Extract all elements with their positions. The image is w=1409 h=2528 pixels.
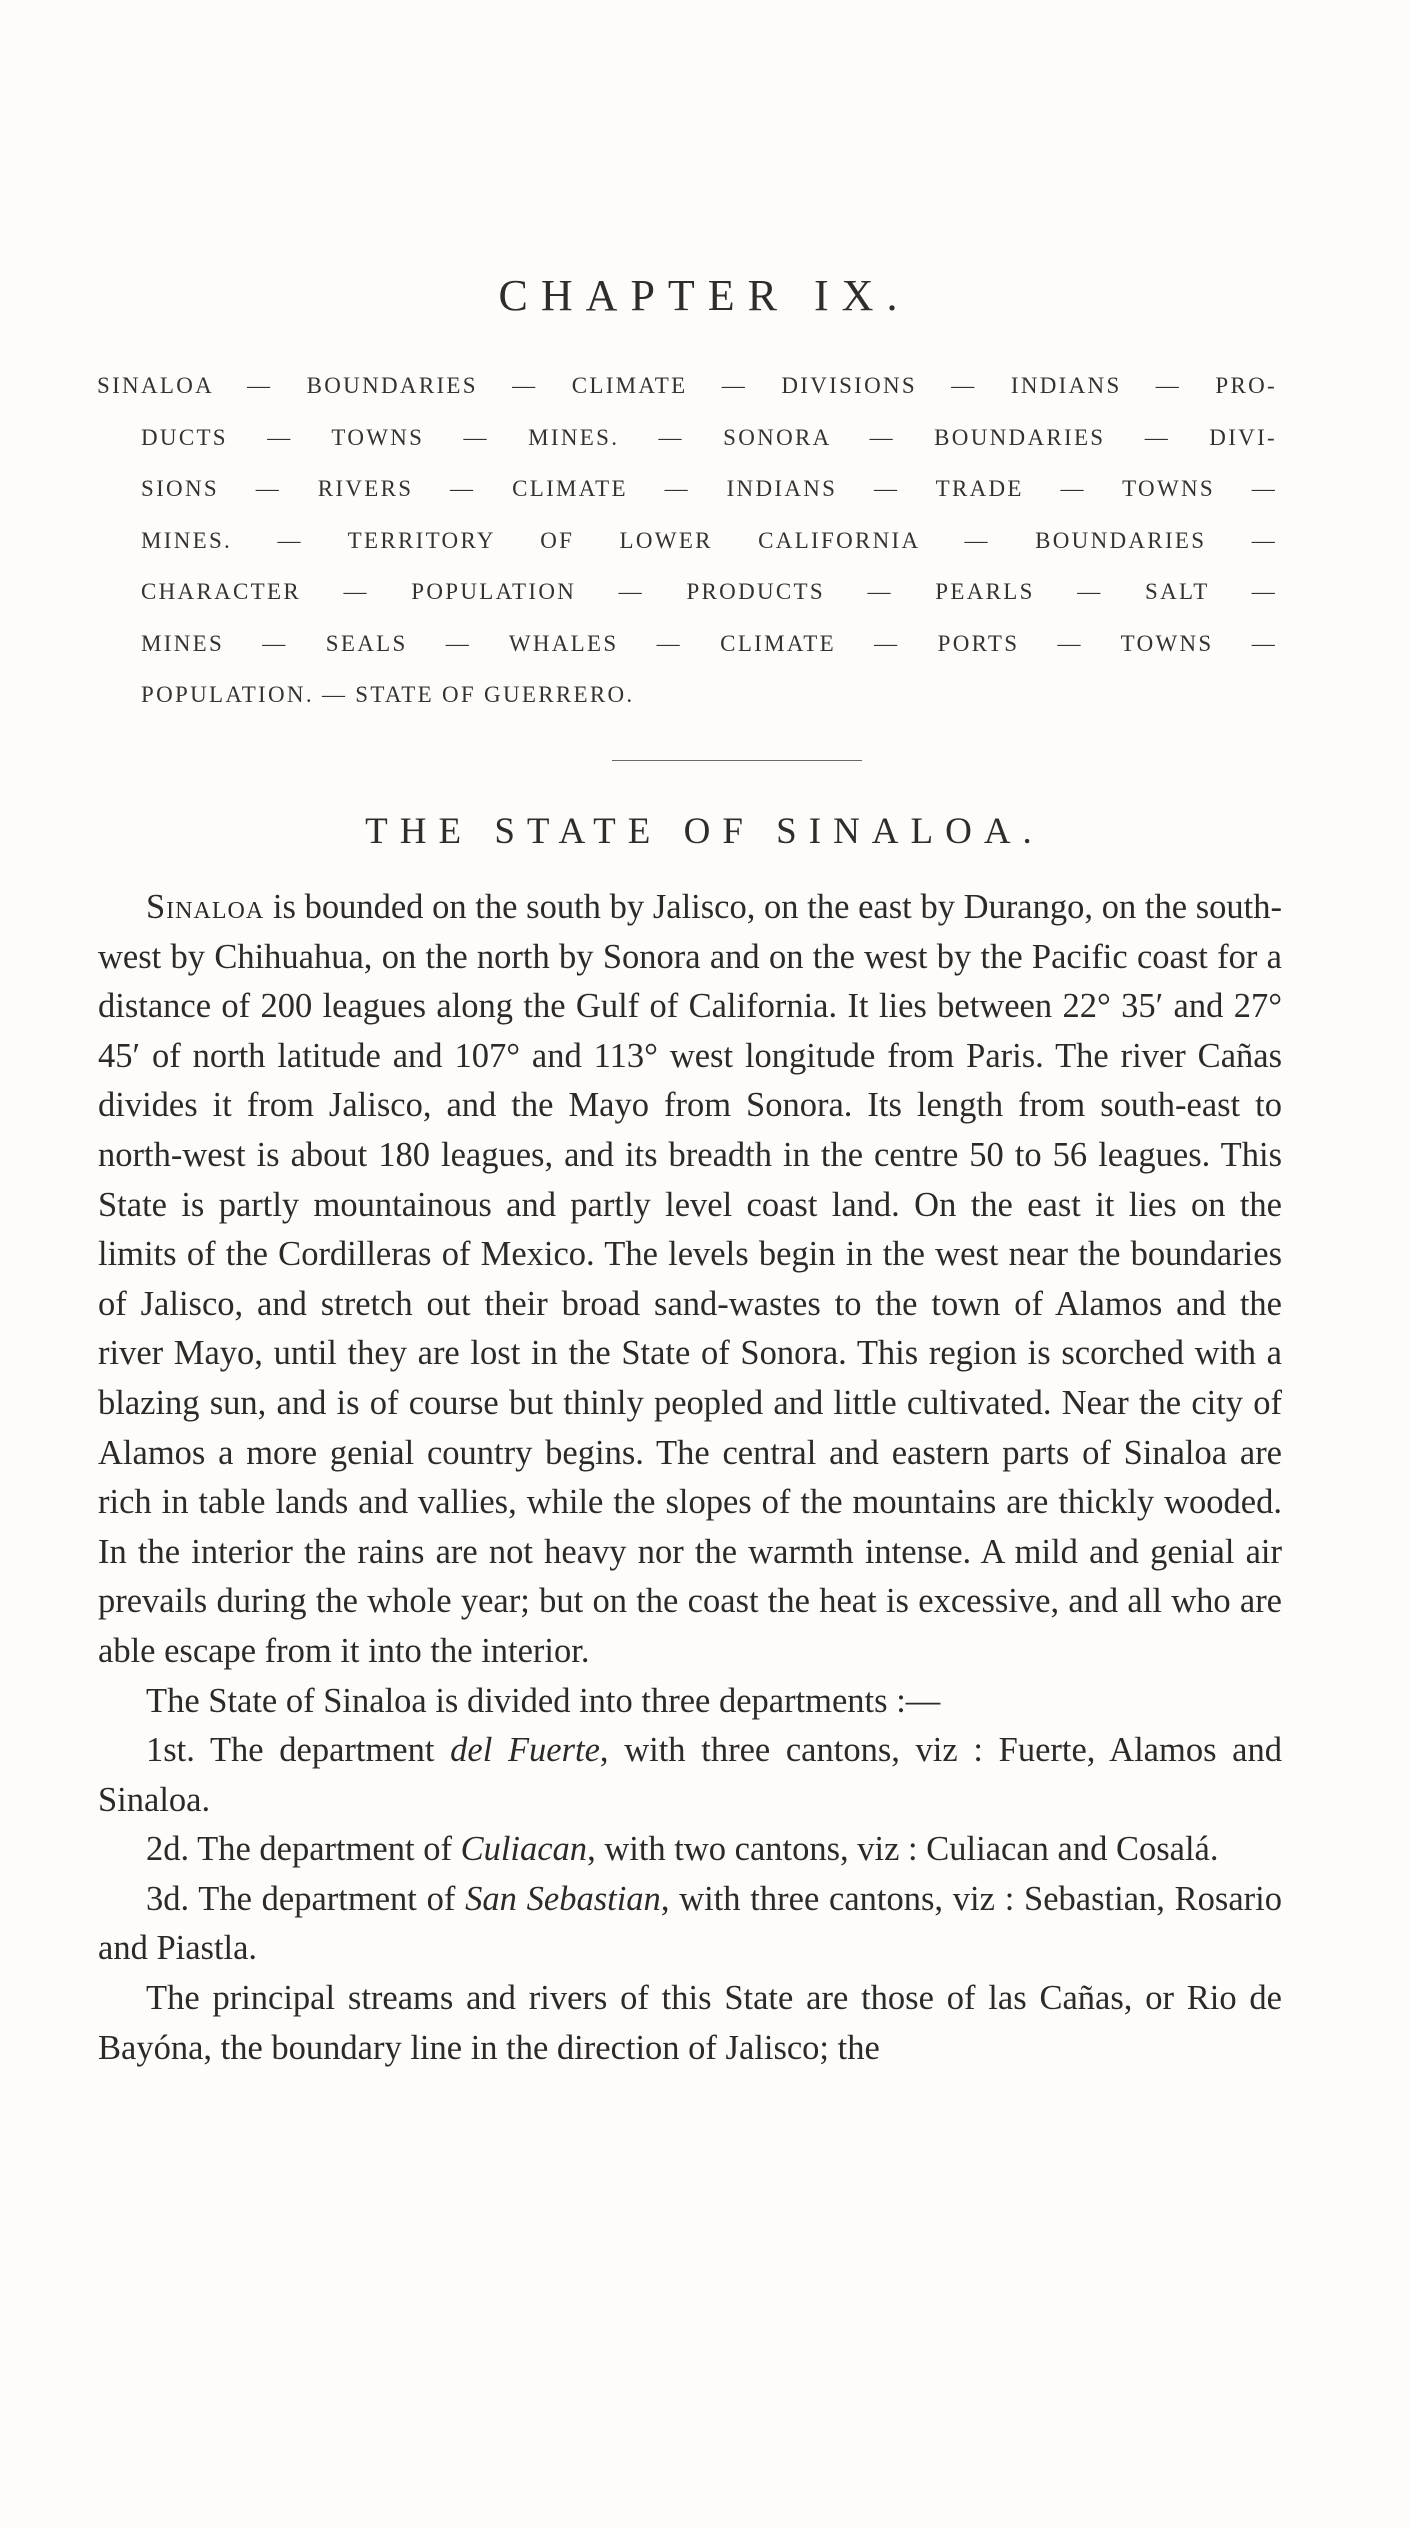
section-divider bbox=[612, 760, 862, 761]
section-heading: THE STATE OF SINALOA. bbox=[365, 811, 1044, 852]
summary-line: SIONS — RIVERS — CLIMATE — INDIANS — TRADE — TOWNS — bbox=[141, 476, 1277, 501]
department-text: The department bbox=[194, 1731, 451, 1770]
department-ordinal: 1st. bbox=[146, 1731, 195, 1770]
paragraph-lead: Sinaloa bbox=[146, 888, 265, 926]
department-name: del Fuerte bbox=[450, 1731, 600, 1770]
paragraph bbox=[98, 883, 1282, 1677]
department-text: , with two cantons, viz : Culiacan and Cosalá. bbox=[587, 1830, 1219, 1869]
paragraph-text: is bounded on the south by Jalisco, on the east by Durango, on the south-west by Chihuahua, on the north by Sonora and on the west by the Pacific coast for a distance of 200 leagues along the Gulf of California. It lies between 22° 35′ and 27° 45′ of north latitude and 107° and 113° west longitude from Paris. The river Cañas divides it from Jalisco, and the Mayo from Sonora. Its length from south-east to north-west is about 180 leagues, and its breadth in the centre 50 to 56 leagues. This State is partly mountainous and partly level coast land. On the east it lies on the limits of the Cordilleras of Mexico. The levels begin in the west near the boundaries of Jalisco, and stretch out their broad sand-wastes to the town of Alamos and the river Mayo, until they are lost in the State of Sonora. This region is scorched with a blazing sun, and is of course but thinly peopled and little cultivated. Near the city of Alamos a more genial country begins. The central and eastern parts of Sinaloa are rich in table lands and vallies, while the slopes of the mountains are thickly wooded. In the interior the rains are not heavy nor the warmth intense. A mild and genial air prevails during the whole year; but on the coast the heat is excessive, and all who are able escape from it into the interior. bbox=[98, 888, 1282, 1670]
department-text: The department of bbox=[189, 1830, 461, 1869]
summary-line: MINES. — TERRITORY OF LOWER CALIFORNIA — BOUNDARIES — bbox=[141, 527, 1277, 553]
paragraph: The principal streams and rivers of this State are those of las Cañas, or Rio de Bayóna, the boundary line in the direction of Jalisco; the bbox=[98, 1979, 1282, 2067]
department-item bbox=[98, 1875, 1282, 1974]
chapter-heading: CHAPTER IX. bbox=[498, 271, 911, 320]
summary-line: POPULATION. — STATE OF GUERRERO. bbox=[141, 682, 635, 707]
paragraph: The State of Sinaloa is divided into three departments :— bbox=[146, 1681, 941, 1720]
department-ordinal: 3d. bbox=[146, 1879, 190, 1918]
department-name: San Sebastian bbox=[465, 1879, 661, 1918]
department-text: The department of bbox=[189, 1879, 466, 1918]
department-name: Culiacan bbox=[460, 1830, 588, 1869]
department-item bbox=[98, 1825, 1282, 1875]
body-text bbox=[98, 883, 1282, 2073]
summary-line: CHARACTER — POPULATION — PRODUCTS — PEARLS — SALT — bbox=[141, 579, 1277, 604]
summary-line: SINALOA — BOUNDARIES — CLIMATE — DIVISIONS — INDIANS — PRO- bbox=[97, 373, 1277, 398]
summary-line: DUCTS — TOWNS — MINES. — SONORA — BOUNDARIES — DIVI- bbox=[141, 424, 1277, 450]
summary-line: MINES — SEALS — WHALES — CLIMATE — PORTS — TOWNS — bbox=[141, 630, 1277, 656]
department-item bbox=[98, 1726, 1282, 1825]
department-text: , with three cantons, viz : Fuerte, Alamos and Sinaloa. bbox=[98, 1731, 1282, 1819]
department-ordinal: 2d. bbox=[146, 1830, 190, 1869]
chapter-summary bbox=[97, 360, 1277, 721]
department-text: , with three cantons, viz : Sebastian, Rosario and Piastla. bbox=[98, 1879, 1282, 1968]
